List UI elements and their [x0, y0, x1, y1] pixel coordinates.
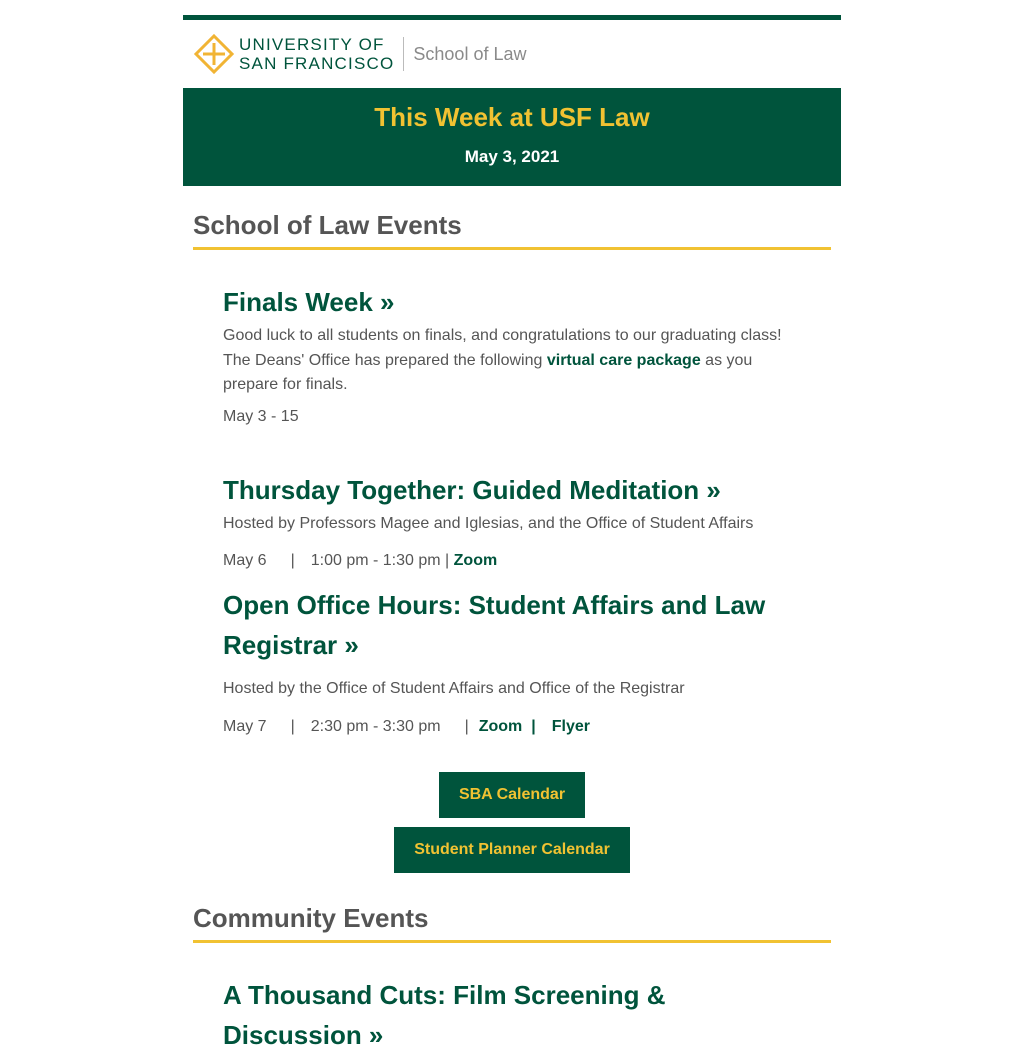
event-desc-end: as you prepare for finals. — [223, 351, 753, 393]
header-banner — [183, 88, 841, 186]
event-desc: Hosted by Professors Magee and Iglesias, and the Office of Student Affairs — [223, 514, 754, 532]
logo-school: School of Law — [413, 43, 527, 64]
event-finals — [183, 282, 841, 426]
separator: | — [531, 717, 536, 735]
sba-calendar-button[interactable]: SBA Calendar — [439, 772, 585, 818]
section-heading-community: Community Events — [193, 903, 831, 943]
newsletter — [183, 15, 841, 1055]
event-date: May 3 - 15 — [223, 407, 299, 425]
zoom-link[interactable]: Zoom — [478, 717, 523, 735]
event-meditation — [183, 470, 841, 571]
newsletter-title: This Week at USF Law — [374, 102, 650, 132]
event-date: May 7 — [223, 717, 267, 735]
separator: | — [290, 717, 295, 735]
event-title-link[interactable]: A Thousand Cuts: Film Screening & Discussion » — [223, 979, 666, 1050]
usf-logo[interactable] — [183, 20, 841, 88]
event-film — [183, 975, 841, 1055]
event-time: 2:30 pm - 3:30 pm — [310, 717, 441, 735]
event-date: May 6 — [223, 552, 267, 569]
event-time: 1:00 pm - 1:30 pm | — [310, 552, 450, 569]
zoom-link[interactable]: Zoom — [453, 552, 498, 569]
section-heading-law: School of Law Events — [193, 210, 831, 250]
event-meta — [223, 718, 801, 736]
logo-line2: SAN FRANCISCO — [239, 54, 395, 73]
usf-cross-logo-icon — [193, 33, 235, 75]
care-package-link[interactable]: virtual care package — [546, 351, 701, 369]
event-office-hours — [183, 585, 841, 736]
event-desc: Good luck to all students on finals, and congratulations to our graduating class! The Deans' Office has prepared the following — [223, 327, 782, 369]
event-title-link[interactable]: Open Office Hours: Student Affairs and Law Registrar » — [223, 590, 766, 660]
logo-line1: UNIVERSITY OF — [239, 35, 385, 54]
student-planner-calendar-button[interactable]: Student Planner Calendar — [394, 827, 630, 873]
separator: | — [290, 552, 295, 569]
newsletter-date: May 3, 2021 — [464, 147, 560, 166]
event-title-link[interactable]: Finals Week » — [223, 287, 395, 317]
event-meta — [223, 552, 801, 570]
event-title-link[interactable]: Thursday Together: Guided Meditation » — [223, 474, 721, 505]
separator: | — [464, 717, 469, 735]
flyer-link[interactable]: Flyer — [551, 717, 591, 735]
logo-divider — [403, 37, 404, 71]
event-desc: Hosted by the Office of Student Affairs and Office of the Registrar — [223, 680, 685, 697]
